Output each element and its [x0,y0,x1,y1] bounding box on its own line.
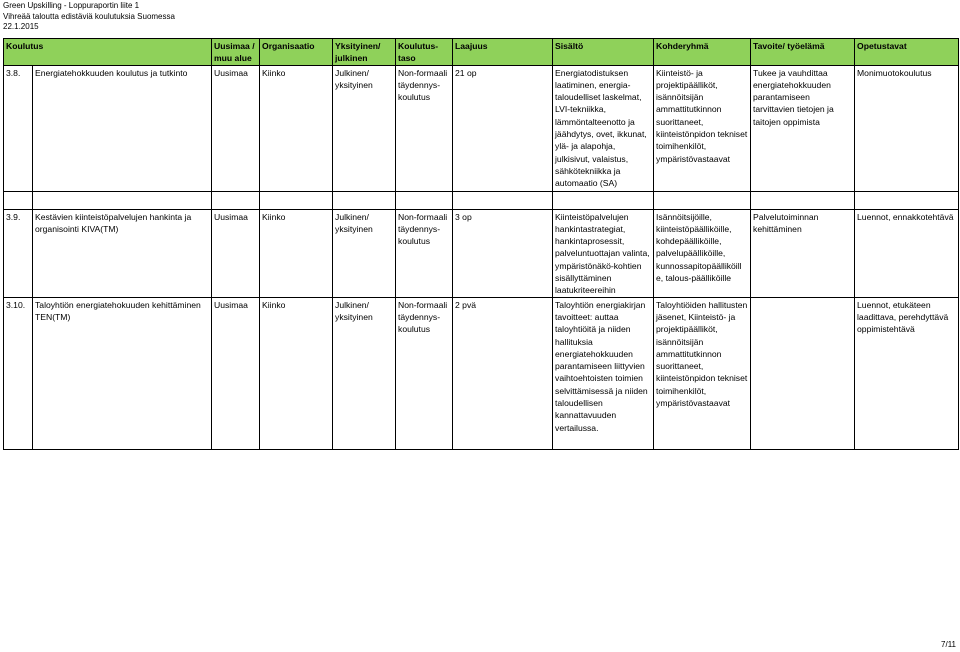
spacer-row [4,191,959,209]
col-header: Laajuus [453,39,553,66]
cell-alue: Uusimaa [212,209,260,297]
col-header: Uusimaa / muu alue [212,39,260,66]
table-row [4,297,959,449]
cell-kohderyhma: Taloyhtiöiden hallitusten jäsenet, Kiinteistö- ja projektipäälliköt, isännöitsijän ammattitutkinnon suorittaneet, kiinteistönpidon tekniset toimihenkilöt, ympäristövastaavat [654,297,751,449]
cell-taso: Non-formaali täydennys-koulutus [396,65,453,191]
table-row [4,209,959,297]
cell-koulutus: Taloyhtiön energiatehokuuden kehittäminen TEN(TM) [33,297,212,449]
cell-kohderyhma: Isännöitsijöille, kiinteistöpäälliköille, kohdepäälliköille, palvelupäälliköille, kunnossapitopäälliköill e, talous-päälliköille [654,209,751,297]
col-header: Organisaatio [260,39,333,66]
cell-yksityinen: Julkinen/ yksityinen [333,297,396,449]
cell-alue: Uusimaa [212,297,260,449]
cell-laajuus: 21 op [453,65,553,191]
col-header: Sisältö [553,39,654,66]
row-number: 3.9. [4,209,33,297]
cell-laajuus: 2 pvä [453,297,553,449]
cell-yksityinen: Julkinen/ yksityinen [333,209,396,297]
col-header: Koulutus-taso [396,39,453,66]
cell-organisaatio: Kiinko [260,209,333,297]
cell-tavoite [751,297,855,449]
cell-tavoite: Tukee ja vauhdittaa energiatehokkuuden parantamiseen tarvittavien tietojen ja taitojen oppimista [751,65,855,191]
row-number: 3.10. [4,297,33,449]
cell-yksityinen: Julkinen/ yksityinen [333,65,396,191]
cell-opetustavat: Monimuotokoulutus [855,65,959,191]
cell-koulutus: Kestävien kiinteistöpalvelujen hankinta ja organisointi KIVA(TM) [33,209,212,297]
cell-taso: Non-formaali täydennys-koulutus [396,209,453,297]
cell-sisalto: Kiinteistöpalvelujen hankintastrategiat, hankintaprosessit, palveluntuottajan valinta, ympäristönäkö-kohtien sisällyttäminen laatukriteereihin [553,209,654,297]
row-number: 3.8. [4,65,33,191]
cell-alue: Uusimaa [212,65,260,191]
cell-taso: Non-formaali täydennys-koulutus [396,297,453,449]
cell-kohderyhma: Kiinteistö- ja projektipäälliköt, isännöitsijän ammattitutkinnon suorittaneet, kiinteistönpidon tekniset toimihenkilöt, ympäristövastaavat [654,65,751,191]
cell-tavoite: Palvelutoiminnan kehittäminen [751,209,855,297]
cell-opetustavat: Luennot, etukäteen laadittava, perehdyttävä oppimistehtävä [855,297,959,449]
col-header: Opetustavat [855,39,959,66]
cell-organisaatio: Kiinko [260,297,333,449]
page-number: 7/11 [941,640,956,649]
col-header: Kohderyhmä [654,39,751,66]
cell-sisalto: Energiatodistuksen laatiminen, energia-taloudelliset laskelmat, LVI-tekniikka, lämmöntalteenotto ja jäähdytys, ovet, ikkunat, ylä- ja alapohja, julkisivut, valaistus, sähkötekniikka ja automaatio (SA) [553,65,654,191]
table-row [4,65,959,191]
header-line-1: Green Upskilling - Loppuraportin liite 1 [3,1,140,10]
table-header-row [4,39,959,66]
col-header: Koulutus [4,39,212,66]
cell-laajuus: 3 op [453,209,553,297]
header-line-2: Vihreää taloutta edistäviä koulutuksia Suomessa [3,11,175,21]
col-header: Yksityinen/ julkinen [333,39,396,66]
cell-opetustavat: Luennot, ennakkotehtävä [855,209,959,297]
col-header: Tavoite/ työelämä [751,39,855,66]
document-header [3,1,175,33]
cell-sisalto: Taloyhtiön energiakirjan tavoitteet: auttaa taloyhtiöitä ja niiden hallituksia energiatehokkuuden parantamiseen liittyvien vaihtoehtoisten toimien selvittämisessä ja niiden taloudellisen kannattavuuden vertailussa. [553,297,654,449]
training-table [3,38,959,450]
header-line-3: 22.1.2015 [3,22,39,31]
cell-organisaatio: Kiinko [260,65,333,191]
cell-koulutus: Energiatehokkuuden koulutus ja tutkinto [33,65,212,191]
